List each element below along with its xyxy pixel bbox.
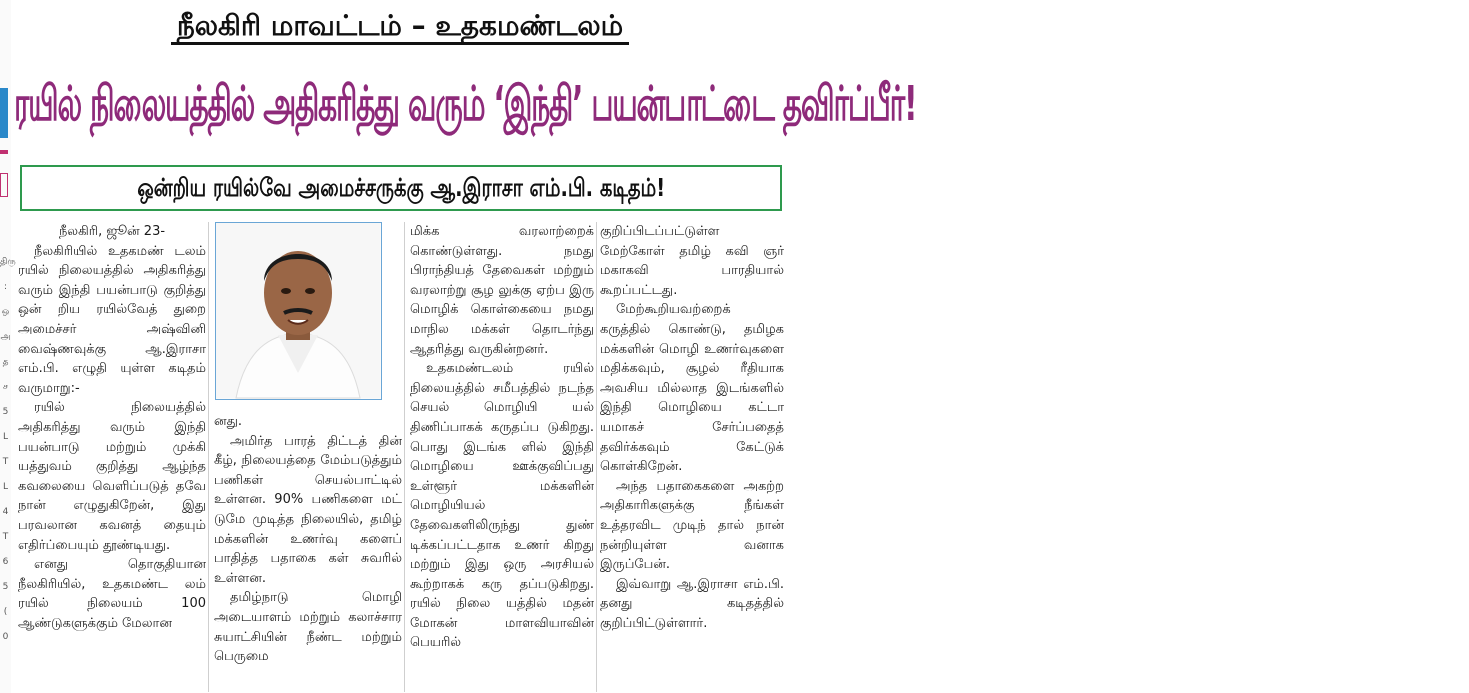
article-paragraph: இவ்வாறு ஆ.இராசா எம்.பி. தனது கடிதத்தில் குறிப்பிட்டுள்ளார்.: [600, 576, 784, 631]
article-paragraph: உதகமண்டலம் ரயில் நிலையத்தில் சமீபத்தில் நடந்த செயல் மொழியி யல் திணிப்பாகக் கருதப்ப டுகிறது. பொது இடங்க ளில் இந்தி மொழியை ஊக்குவிப்பது உள்ளூர் மக்களின் மொழியியல் தேவைகளிலிருந்து துண் டிக்கப்பட்டதாக உணர் கிறது மற்றும் இது ஒரு அரசியல் கூற்றாகக் கரு தப்படுகிறது. ரயில் நிலை யத்தில் மதன் மோகன் மாளவியாவின் பெயரில்: [410, 361, 594, 651]
article-paragraph: குறிப்பிடப்பட்டுள்ள மேற்கோள் தமிழ் கவி ஞர் மகாகவி பாரதியால் கூறப்பட்டது.: [600, 224, 784, 298]
subheadline-text: ஒன்றிய ரயில்வே அமைச்சருக்கு ஆ.இராசா எம்.பி. கடிதம்!: [137, 173, 665, 202]
article-column-1: [18, 222, 206, 633]
subheadline-box: [20, 165, 782, 211]
article-column-4: [600, 222, 784, 633]
column-divider: [404, 222, 405, 692]
edge-color-mark: [0, 150, 8, 154]
article-paragraph: னது.: [214, 414, 243, 429]
edge-color-mark: [0, 173, 8, 197]
edge-color-mark: [0, 88, 8, 138]
kicker-title: [100, 4, 700, 48]
column-divider: [596, 222, 597, 692]
kicker-text: நீலகிரி மாவட்டம் – உதகமண்டலம்: [171, 9, 629, 45]
dateline: நீலகிரி, ஜூன் 23-: [58, 224, 166, 239]
article-paragraph: எனது தொகுதியான நீலகிரியில், உதகமண்ட லம் ரயில் நிலையம் 100 ஆண்டுகளுக்கும் மேலான: [18, 557, 206, 631]
author-photo: [215, 222, 382, 400]
headline: [14, 52, 917, 156]
article-paragraph: மேற்கூறியவற்றைக் கருத்தில் கொண்டு, தமிழக மக்களின் மொழி உணர்வுகளை மதிக்கவும், சூழல் ரீதியாக அவசிய மில்லாத இடங்களில் இந்தி மொழியை கட்டா யமாகச் சேர்ப்பதைத் தவிர்க்கவும் கேட்டுக் கொள்கிறேன்.: [600, 302, 784, 475]
article-paragraph: அமிர்த பாரத் திட்டத் தின் கீழ், நிலையத்தை மேம்படுத்தும் பணிகள் செயல்பாட்டில் உள்ளன. 90% பணிகளை மட் டுமே முடித்த நிலையில், தமிழ் மக்களின் உணர்வு களைப் பாதித்த பதாகை கள் சுவரில் உள்ளன.: [214, 433, 402, 586]
headline-text: ரயில் நிலையத்தில் அதிகரித்து வரும் ‘இந்தி’ பயன்பாட்டை தவிர்ப்பீர்!: [14, 76, 917, 132]
article-column-3: [410, 222, 594, 653]
article-column-2: [214, 412, 402, 667]
article-paragraph: நீலகிரியில் உதகமண் டலம் ரயில் நிலையத்தில் அதிகரித்து வரும் இந்தி பயன்பாடு குறித்து ஒன் றிய ரயில்வேத் துறை அமைச்சர் அஷ்வினி வைஷ்ணவுக்கு ஆ.இராசா எம்.பி. எழுதி யுள்ள கடிதம் வருமாறு:-: [18, 243, 206, 396]
article-paragraph: ரயில் நிலையத்தில் அதிகரித்து வரும் இந்தி பயன்பாடு மற்றும் முக்கி யத்துவம் குறித்து ஆழ்ந்த கவலையை வெளிப்படுத் தவே நான் எழுதுகிறேன், இது பரவலான கவனத் தையும் எதிர்ப்பையும் தூண்டியது.: [18, 400, 206, 553]
edge-text: திரு : ஒ அ த ச 5 L T L 4 T 6 5 ( 0: [0, 257, 16, 642]
portrait-image: [216, 223, 380, 398]
column-divider: [208, 222, 209, 692]
article-paragraph: மிக்க வரலாற்றைக் கொண்டுள்ளது. நமது பிராந்தியத் தேவைகள் மற்றும் வரலாற்று சூழ லுக்கு ஏற்ப இரு மொழிக் கொள்கையை நமது மாநில மக்கள் தொடர்ந்து ஆதரித்து வருகின்றனர்.: [410, 224, 594, 357]
article-paragraph: தமிழ்நாடு மொழி அடையாளம் மற்றும் கலாச்சார சுயாட்சியின் நீண்ட மற்றும் பெருமை: [214, 590, 402, 665]
page-edge-strip: [0, 0, 16, 693]
article-paragraph: அந்த பதாகைகளை அகற்ற அதிகாரிகளுக்கு நீங்கள் உத்தரவிட முடிந் தால் நான் நன்றியுள்ள வனாக இருப்பேன்.: [600, 478, 784, 573]
